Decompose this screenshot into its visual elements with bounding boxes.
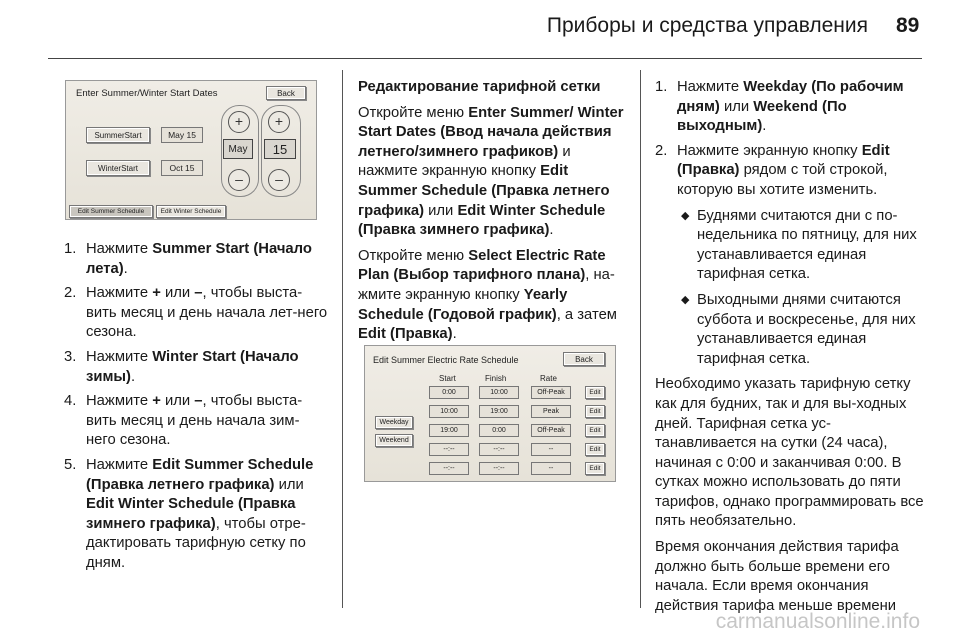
diamond-bullet-icon: ◆ [681, 293, 690, 306]
list-item: 3. Нажмите Winter Start (Начало зимы). [64, 348, 299, 385]
summer-start-button[interactable]: SummerStart [86, 127, 150, 143]
paragraph: Откройте меню Select Electric Rate Plan (Выбор тарифного плана), на-жмите экранную кнопку Yearly Schedule (Годовой график), а затем Edit (Правка). [358, 247, 617, 343]
month-minus-button[interactable]: – [228, 169, 250, 191]
column-divider-1 [342, 70, 343, 608]
diamond-bullet-icon: ◆ [681, 209, 690, 222]
screen-title: Enter Summer/Winter Start Dates [76, 88, 218, 99]
bullet-item: ◆ Выходными днями считаются суббота и воскресенье, для них устанавливается единая тарифная сетка. [681, 291, 916, 367]
row-rate[interactable]: -- [531, 443, 571, 456]
row-start[interactable]: 19:00 [429, 424, 469, 437]
row-finish[interactable]: --:-- [479, 462, 519, 475]
steps-list [655, 78, 925, 369]
row-start[interactable]: --:-- [429, 462, 469, 475]
column-2 [358, 78, 626, 351]
watermark: carmanualsonline.info [715, 610, 920, 633]
list-item: 5. Нажмите Edit Summer Schedule (Правка летнего графика) или Edit Winter Schedule (Правка зимнего графика), чтобы отре-дактировать тарифную сетку по дням. [64, 456, 314, 571]
rate-column-header: Rate [540, 374, 557, 383]
winter-start-value: Oct 15 [161, 160, 203, 176]
screen-title: Edit Summer Electric Rate Schedule [373, 355, 519, 365]
day-display: 15 [264, 139, 296, 159]
row-edit-button[interactable]: Edit [585, 405, 605, 418]
row-start[interactable]: 10:00 [429, 405, 469, 418]
list-item: 2. Нажмите экранную кнопку Edit (Правка) рядом с той строкой, которую вы хотите изменить. ◆ Буднями считаются дни с по-недельника по пятницу, для них устанавливается единая тарифная сетка. ◆ Выходными днями считаются суббота и воскресенье, для них устанавливается единая тарифная сетка. [655, 142, 925, 370]
page-number: 89 [896, 14, 920, 37]
row-rate[interactable]: Peak [531, 405, 571, 418]
month-plus-button[interactable]: + [228, 111, 250, 133]
back-button[interactable]: Back [563, 352, 605, 366]
month-display: May [223, 139, 253, 159]
day-minus-button[interactable]: – [268, 169, 290, 191]
row-edit-button[interactable]: Edit [585, 462, 605, 475]
row-edit-button[interactable]: Edit [585, 386, 605, 399]
start-dates-screen [65, 80, 317, 220]
row-start[interactable]: --:-- [429, 443, 469, 456]
row-edit-button[interactable]: Edit [585, 443, 605, 456]
paragraph: Откройте меню Enter Summer/ Winter Start Dates (Ввод начала действия летнего/зимнего графиков) и нажмите экранную кнопку Edit Summer Schedule (Правка летнего графика) или Edit Winter Schedule (Правка зимнего графика). [358, 104, 624, 239]
paragraph: Необходимо указать тарифную сетку как для будних, так и для вы-ходных дней. Тарифная сетка ус-танавливается на сутки (24 часа), начиная с 0:00 и заканчивая 0:00. В сутках можно использовать до пяти тарифов, однако программировать все пять необязательно. [655, 376, 924, 530]
row-rate[interactable]: Off-Peak [531, 386, 571, 399]
finish-column-header: Finish [485, 374, 507, 383]
row-finish[interactable]: 0:00 [479, 424, 519, 437]
bullet-item: ◆ Буднями считаются дни с по-недельника по пятницу, для них устанавливается единая тарифная сетка. [681, 207, 917, 283]
column-divider-2 [640, 70, 641, 608]
weekend-button[interactable]: Weekend [375, 434, 413, 447]
page-header-title: Приборы и средства управления [546, 14, 868, 37]
edit-winter-schedule-tab[interactable]: Edit Winter Schedule [156, 205, 226, 218]
list-item: 1. Нажмите Weekday (По рабочим дням) или Weekend (По выходным). [655, 79, 904, 135]
rate-schedule-screen [364, 345, 616, 482]
day-plus-button[interactable]: + [268, 111, 290, 133]
back-button[interactable]: Back [266, 86, 306, 100]
list-item: 2. Нажмите + или –, чтобы выста-вить месяц и день начала лет-него сезона. [64, 285, 328, 341]
row-finish[interactable]: 10:00 [479, 386, 519, 399]
winter-start-button[interactable]: WinterStart [86, 160, 150, 176]
column-1 [64, 240, 328, 579]
column-3 [655, 78, 925, 622]
list-item: 4. Нажмите + или –, чтобы выста-вить месяц и день начала зим-него сезона. [64, 393, 303, 449]
start-column-header: Start [439, 374, 456, 383]
summer-start-value: May 15 [161, 127, 203, 143]
row-start[interactable]: 0:00 [429, 386, 469, 399]
section-heading: Редактирование тарифной сетки [358, 79, 601, 95]
row-rate[interactable]: -- [531, 462, 571, 475]
edit-summer-schedule-tab[interactable]: Edit Summer Schedule [69, 205, 153, 218]
list-item: 1. Нажмите Summer Start (Начало лета). [64, 241, 312, 277]
row-rate[interactable]: Off-Peak [531, 424, 571, 437]
row-finish[interactable]: 19:00 [479, 405, 519, 418]
row-edit-button[interactable]: Edit [585, 424, 605, 437]
weekday-button[interactable]: Weekday [375, 416, 413, 429]
paragraph: Время окончания действия тарифа должно быть больше времени его начала. Если время окончания действия тарифа меньше времени [655, 539, 899, 614]
row-finish[interactable]: --:-- [479, 443, 519, 456]
steps-list [64, 240, 328, 574]
header-rule [48, 58, 922, 59]
